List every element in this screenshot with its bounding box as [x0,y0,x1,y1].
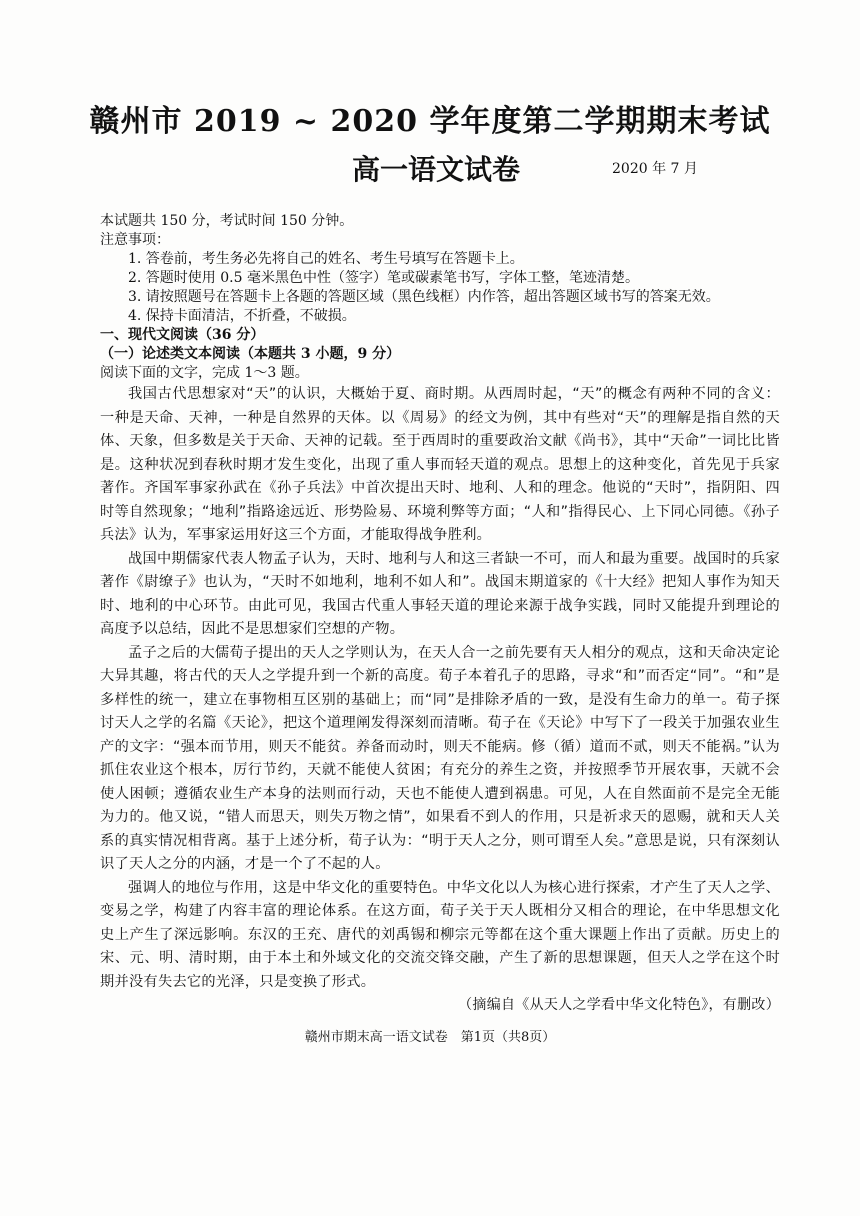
exam-title: 赣州市 2019 ~ 2020 学年度第二学期期末考试 [89,104,771,139]
notice-item-3: 3. 请按照题号在答题卡上各题的答题区域（黑色线框）内作答，超出答题区域书写的答案无效。 [128,289,720,305]
notice-item-1: 1. 答卷前，考生务必先将自己的姓名、考生号填写在答题卡上。 [128,251,524,267]
passage-paragraph-4: 强调人的地位与作用，这是中华文化的重要特色。中华文化以人为核心进行探索，才产生了天人之学、变易之学，构建了内容丰富的理论体系。在这方面，荀子关于天人既相分又相合的理论，在中华思想文化史上产生了深远影响。东汉的王充、唐代的刘禹锡和柳宗元等都在这个重大课题上作出了贡献。历史上的宋、元、明、清时期，由于本土和外域文化的交流交锋交融，产生了新的思想课题，但天人之学在这个时期并没有失去它的光泽，只是变换了形式。 [100,879,780,990]
passage-source: （摘编自《从天人之学看中华文化特色》，有删改） [458,997,780,1013]
exam-date: 2020 年 7 月 [612,161,698,177]
notice-item-2: 2. 答题时使用 0.5 毫米黑色中性（签字）笔或碳素笔书写，字体工整，笔迹清楚。 [128,270,639,286]
reading-instruction: 阅读下面的文字，完成 1～3 题。 [100,365,309,381]
reading-passage [100,383,780,1018]
exam-body [100,212,780,1018]
exam-info: 本试题共 150 分，考试时间 150 分钟。 [100,213,354,229]
section-heading: 一、现代文阅读（36 分） [100,327,265,343]
notice-label: 注意事项： [100,232,170,248]
passage-paragraph-2: 战国中期儒家代表人物孟子认为，天时、地利与人和这三者缺一不可，而人和最为重要。战国时的兵家著作《尉缭子》也认为，“天时不如地利，地利不如人和”。战国末期道家的《十大经》把知人事作为知天时、地利的中心环节。由此可见，我国古代重人事轻天道的理论来源于战争实践，同时又能提升到理论的高度予以总结，因此不是思想家们空想的产物。 [100,550,780,637]
notice-item-4: 4. 保持卡面清洁，不折叠，不破损。 [128,308,356,324]
exam-subtitle: 高一语文试卷 [352,153,521,186]
passage-paragraph-3: 孟子之后的大儒荀子提出的天人之学则认为，在天人合一之前先要有天人相分的观点，这和天命决定论大异其趣，将古代的天人之学提升到一个新的高度。荀子本着孔子的思路，寻求“和”而否定“同”。“和”是多样性的统一，建立在事物相互区别的基础上；而“同”是排除矛盾的一致，是没有生命力的单一。荀子探讨天人之学的名篇《天论》，把这个道理阐发得深刻而清晰。荀子在《天论》中写下了一段关于加强农业生产的文字：“强本而节用，则天不能贫。养备而动时，则天不能病。修（循）道而不贰，则天不能祸。”认为抓住农业这个根本，厉行节约，天就不能使人贫困；有充分的养生之资，并按照季节开展农事，天就不会使人困顿；遵循农业生产本身的法则而行动，天也不能使人遭到祸患。可见，人在自然面前不是完全无能为力的。他又说，“错人而思天，则失万物之情”，如果看不到人的作用，只是祈求天的恩赐，就和天人关系的真实情况相背离。基于上述分析，荀子认为：“明于天人之分，则可谓至人矣。”意思是说，只有深刻认识了天人之分的内涵，才是一个了不起的人。 [100,644,780,872]
page-footer: 赣州市期末高一语文试卷 第1页（共8页） [304,1030,556,1045]
passage-paragraph-1: 我国古代思想家对“天”的认识，大概始于夏、商时期。从西周时起，“天”的概念有两种不同的含义：一种是天命、天神，一种是自然界的天体。以《周易》的经文为例，其中有些对“天”的理解是指自然的天体、天象，但多数是关于天命、天神的记载。至于西周时的重要政治文献《尚书》，其中“天命”一词比比皆是。这种状况到春秋时期才发生变化，出现了重人事而轻天道的观点。思想上的这种变化，首先见于兵家著作。齐国军事家孙武在《孙子兵法》中首次提出天时、地利、人和的理念。他说的“天时”，指阴阳、四时等自然现象；“地利”指路途远近、形势险易、环境利弊等方面；“人和”指得民心、上下同心同德。《孙子兵法》认为，军事家运用好这三个方面，才能取得战争胜利。 [100,386,780,543]
section-subheading: （一）论述类文本阅读（本题共 3 小题，9 分） [100,346,401,362]
